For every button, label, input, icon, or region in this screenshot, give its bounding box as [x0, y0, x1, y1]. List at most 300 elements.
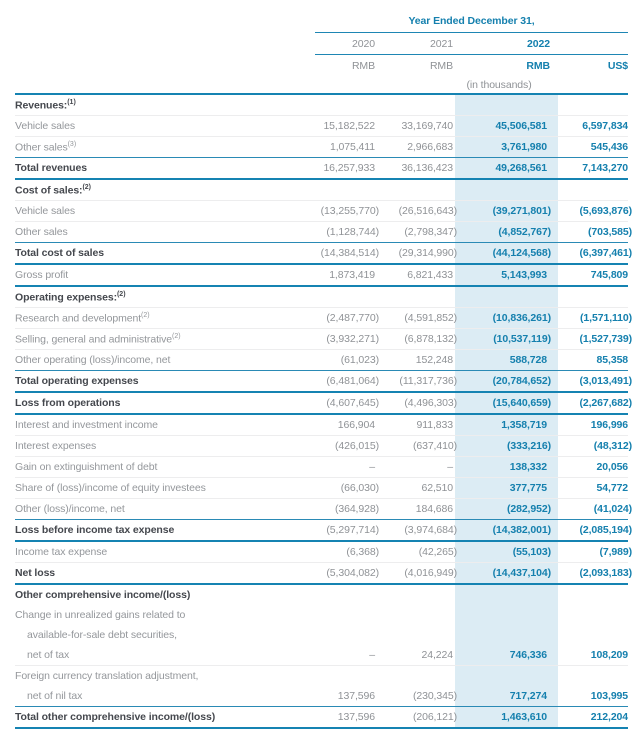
value-cell: [558, 116, 628, 137]
value-cell: [455, 584, 558, 605]
value: (4,016,949): [404, 567, 457, 579]
value-cell: [455, 264, 558, 286]
value-cell: [315, 666, 377, 687]
value-cell: [455, 158, 558, 180]
value-cell: [455, 116, 558, 137]
value: (703,585): [587, 226, 633, 238]
row-label-cell: [15, 222, 315, 243]
value: (3,974,684): [404, 524, 457, 536]
value-cell: [377, 645, 455, 666]
value: 15,182,522: [323, 120, 375, 132]
value: 85,358: [596, 354, 629, 366]
row-label-cell: [15, 392, 315, 414]
value-cell: [558, 201, 633, 222]
value: 196,996: [590, 419, 629, 431]
value-cell: [455, 436, 558, 457]
value: (41,024): [593, 503, 633, 515]
value-cell: [377, 264, 455, 286]
value-cell: [315, 605, 377, 625]
row-label: Operating expenses:: [15, 291, 117, 304]
table-row: [15, 116, 628, 137]
footnote-marker: (2): [82, 183, 92, 191]
row-label: Total other comprehensive income/(loss): [15, 711, 216, 723]
value-cell: [315, 329, 377, 350]
value: (5,304,082): [326, 567, 379, 579]
row-label: Loss before income tax expense: [15, 524, 175, 536]
value: 24,224: [421, 649, 453, 661]
value-cell: [558, 350, 628, 371]
value: 45,506,581: [495, 120, 547, 132]
value-cell: [377, 499, 455, 520]
value-cell: [377, 707, 455, 729]
table-row: [15, 94, 628, 116]
value-cell: [558, 436, 633, 457]
value-cell: [455, 308, 558, 329]
row-label: Gain on extinguishment of debt: [15, 461, 158, 473]
table-row: [15, 457, 628, 478]
row-label: Change in unrealized gains related to: [15, 609, 186, 621]
table-body: [15, 94, 633, 728]
spacer-cell: [15, 33, 315, 55]
value-cell: [558, 243, 633, 265]
value: 166,904: [337, 419, 375, 431]
row-label-cell: [15, 329, 315, 350]
value: 212,204: [590, 711, 629, 723]
value-cell: [315, 436, 377, 457]
value-cell: [315, 371, 377, 393]
row-label: Net loss: [15, 567, 56, 579]
table-row: [15, 520, 628, 542]
table-row: [15, 625, 628, 645]
value: 7,143,270: [582, 162, 629, 174]
value-cell: [455, 645, 558, 666]
value-cell: [315, 116, 377, 137]
value: (6,397,461): [579, 247, 633, 259]
value-cell: [455, 457, 558, 478]
row-label-cell: [15, 137, 315, 158]
value-cell: [558, 499, 633, 520]
row-label: Foreign currency translation adjustment,: [15, 670, 199, 682]
row-label-cell: [15, 264, 315, 286]
row-label-cell: [15, 541, 315, 563]
value-cell: [377, 222, 455, 243]
value-cell: [315, 625, 377, 645]
value: (14,437,104): [492, 567, 551, 579]
value-cell: [558, 563, 633, 585]
value-cell: [377, 308, 455, 329]
value: (10,836,261): [492, 312, 551, 324]
row-label-cell: [15, 94, 315, 116]
value: 36,136,423: [401, 162, 453, 174]
value-cell: [455, 222, 558, 243]
value: (637,410): [412, 440, 457, 452]
value: (1,527,739): [579, 333, 633, 345]
header-years-row: [15, 33, 628, 55]
value: (26,516,643): [398, 205, 457, 217]
row-label: Loss from operations: [15, 397, 121, 409]
value-cell: [455, 563, 558, 585]
table-row: [15, 414, 628, 436]
value: –: [369, 461, 375, 473]
row-label-cell: [15, 350, 315, 371]
value: 1,463,610: [501, 711, 547, 723]
row-label-cell: [15, 243, 315, 265]
value: (13,255,770): [320, 205, 379, 217]
value-cell: [455, 666, 558, 687]
value-cell: [377, 478, 455, 499]
value: (61,023): [340, 354, 379, 366]
value: (7,989): [599, 546, 633, 558]
value-cell: [558, 541, 633, 563]
row-label: Total revenues: [15, 162, 87, 174]
value: –: [369, 649, 375, 661]
year-2020-header: 2020: [315, 33, 377, 55]
value-cell: [455, 541, 558, 563]
value-cell: [455, 605, 558, 625]
value: (39,271,801): [492, 205, 551, 217]
value-cell: [455, 371, 558, 393]
table-row: [15, 392, 628, 414]
value: (1,571,110): [580, 312, 633, 324]
unit-note: (in thousands): [466, 78, 532, 91]
value: 1,075,411: [329, 141, 375, 153]
value-cell: [558, 478, 628, 499]
value: 152,248: [415, 354, 453, 366]
table-row: [15, 286, 628, 308]
row-label-cell: [15, 520, 315, 542]
value: 3,761,980: [501, 141, 547, 153]
value: (426,015): [334, 440, 379, 452]
table-row: [15, 584, 628, 605]
row-label: Other comprehensive income/(loss): [15, 589, 191, 601]
table-row: [15, 605, 628, 625]
row-label-cell: [15, 457, 315, 478]
table-row: [15, 243, 628, 265]
row-label: Vehicle sales: [15, 205, 75, 217]
value-cell: [377, 158, 455, 180]
value-cell: [377, 329, 455, 350]
value: 62,510: [421, 482, 453, 494]
row-label: Total operating expenses: [15, 375, 139, 387]
value-cell: [377, 94, 455, 116]
table-row: [15, 158, 628, 180]
row-label: Interest expenses: [15, 440, 97, 452]
value: 746,336: [509, 649, 547, 661]
table-row: [15, 264, 628, 286]
value-cell: [455, 499, 558, 520]
value-cell: [558, 286, 628, 308]
row-label: Research and development: [15, 312, 142, 325]
value-cell: [377, 625, 455, 645]
value: 588,728: [509, 354, 547, 366]
value: (2,093,183): [579, 567, 633, 579]
value-cell: [315, 94, 377, 116]
value-cell: [455, 392, 558, 414]
value-cell: [315, 499, 377, 520]
table-row: [15, 563, 628, 585]
value-cell: [558, 94, 628, 116]
value-cell: [377, 392, 455, 414]
value-cell: [558, 645, 628, 666]
value-cell: [315, 392, 377, 414]
value: (55,103): [512, 546, 551, 558]
value-cell: [315, 563, 377, 585]
row-label-cell: [15, 371, 315, 393]
table-row: [15, 541, 628, 563]
currency-usd-2022: US$: [607, 59, 629, 72]
year-2021-header: 2021: [377, 33, 455, 55]
value-cell: [377, 541, 455, 563]
value-cell: [377, 350, 455, 371]
value: (4,591,852): [404, 312, 457, 324]
value: 108,209: [590, 649, 629, 661]
value: (42,265): [418, 546, 457, 558]
value-cell: [455, 137, 558, 158]
year-2022-header: 2022: [455, 33, 558, 55]
value: (14,384,514): [320, 247, 379, 259]
table-row: [15, 371, 628, 393]
value-cell: [315, 645, 377, 666]
value-cell: [315, 201, 377, 222]
value-cell: [315, 584, 377, 605]
row-label: Income tax expense: [15, 546, 108, 558]
value-cell: [315, 541, 377, 563]
value-cell: [455, 414, 558, 436]
value: (4,496,303): [404, 397, 457, 409]
row-label-cell: [15, 478, 315, 499]
value: 745,809: [590, 269, 629, 281]
value: (4,852,767): [498, 226, 551, 238]
value-cell: [315, 243, 377, 265]
value-cell: [377, 179, 455, 201]
row-label-cell: [15, 158, 315, 180]
value-cell: [558, 392, 633, 414]
spacer-cell: [15, 10, 315, 33]
value: (48,312): [593, 440, 633, 452]
value-cell: [315, 158, 377, 180]
value-cell: [558, 137, 628, 158]
value: 911,833: [416, 419, 453, 431]
row-label-cell: [15, 414, 315, 436]
table-row: [15, 645, 628, 666]
value: (2,798,347): [404, 226, 457, 238]
value: (4,607,645): [326, 397, 379, 409]
value-cell: [315, 308, 377, 329]
value: 1,873,419: [329, 269, 375, 281]
value: (10,537,119): [493, 333, 551, 345]
value-cell: [315, 264, 377, 286]
footnote-marker: (3): [67, 140, 77, 148]
row-label: Other sales: [15, 141, 68, 154]
value-cell: [377, 686, 455, 707]
value-cell: [377, 436, 455, 457]
value-cell: [558, 520, 633, 542]
value-cell: [315, 137, 377, 158]
value: (29,314,990): [398, 247, 457, 259]
footnote-marker: (1): [67, 98, 76, 106]
row-label: Other operating (loss)/income, net: [15, 354, 171, 366]
row-label-cell: [15, 625, 315, 645]
unit-note-row: [15, 76, 628, 94]
value-cell: [455, 686, 558, 707]
value: (3,013,491): [579, 375, 633, 387]
value: (282,952): [506, 503, 551, 515]
value: 5,143,993: [501, 269, 547, 281]
income-statement-table: [15, 10, 633, 729]
row-label-cell: [15, 179, 315, 201]
value-cell: [558, 625, 628, 645]
spacer-cell: [15, 76, 315, 94]
value: (66,030): [340, 482, 379, 494]
value: 6,597,834: [582, 120, 629, 132]
value: 2,966,683: [407, 141, 453, 153]
table-row: [15, 686, 628, 707]
row-label: Interest and investment income: [15, 419, 158, 431]
currency-rmb-2020: RMB: [351, 59, 375, 72]
row-label-cell: [15, 605, 315, 625]
value: 184,686: [415, 503, 453, 515]
value: 717,274: [509, 690, 547, 702]
value-cell: [377, 371, 455, 393]
row-label: net of tax: [27, 649, 70, 661]
value-cell: [377, 457, 455, 478]
value-cell: [558, 158, 628, 180]
value-cell: [455, 350, 558, 371]
value-cell: [455, 625, 558, 645]
value-cell: [558, 605, 628, 625]
value-cell: [315, 457, 377, 478]
value-cell: [455, 201, 558, 222]
value-cell: [455, 329, 558, 350]
row-label-cell: [15, 707, 315, 729]
value-cell: [377, 563, 455, 585]
row-label-cell: [15, 201, 315, 222]
value: 138,332: [509, 461, 547, 473]
row-label: Vehicle sales: [15, 120, 75, 132]
row-label: Cost of sales:: [15, 184, 83, 197]
value: 33,169,740: [401, 120, 453, 132]
row-label: Gross profit: [15, 269, 69, 281]
footnote-marker: (2): [116, 290, 126, 298]
currency-rmb-2022: RMB: [526, 59, 550, 72]
value: –: [447, 461, 453, 473]
value: (5,297,714): [326, 524, 379, 536]
value: 103,995: [590, 690, 629, 702]
table-row: [15, 329, 628, 350]
value-cell: [558, 457, 628, 478]
value: (44,124,568): [492, 247, 551, 259]
table-row: [15, 222, 628, 243]
value-cell: [315, 478, 377, 499]
value: (2,085,194): [579, 524, 633, 536]
value: (11,317,736): [399, 375, 457, 387]
row-label: Selling, general and administrative: [15, 333, 173, 346]
row-label-cell: [15, 584, 315, 605]
value: (15,640,659): [492, 397, 551, 409]
value-cell: [558, 179, 628, 201]
value: 54,772: [596, 482, 629, 494]
value: (364,928): [334, 503, 379, 515]
row-label-cell: [15, 286, 315, 308]
header-title-row: [15, 10, 628, 33]
table-row: [15, 201, 628, 222]
value: (6,481,064): [326, 375, 379, 387]
row-label: net of nil tax: [27, 690, 83, 702]
row-label-cell: [15, 563, 315, 585]
value-cell: [315, 686, 377, 707]
value-cell: [455, 478, 558, 499]
table-row: [15, 308, 628, 329]
table-row: [15, 666, 628, 687]
spacer-cell: [15, 55, 315, 77]
value-cell: [377, 666, 455, 687]
value-cell: [315, 286, 377, 308]
value-cell: [377, 286, 455, 308]
value-cell: [558, 308, 633, 329]
value-cell: [455, 707, 558, 729]
value-cell: [455, 243, 558, 265]
row-label-cell: [15, 436, 315, 457]
value: (6,878,132): [404, 333, 457, 345]
table-header: [15, 10, 628, 94]
value-cell: [315, 222, 377, 243]
value: 545,436: [590, 141, 629, 153]
value-cell: [315, 414, 377, 436]
value-cell: [558, 414, 628, 436]
row-label-cell: [15, 499, 315, 520]
table-row: [15, 350, 628, 371]
table-row: [15, 179, 628, 201]
value-cell: [377, 243, 455, 265]
footnote-marker: (2): [172, 332, 181, 340]
value-cell: [558, 584, 628, 605]
value-cell: [455, 179, 558, 201]
value: 377,775: [509, 482, 547, 494]
row-label-cell: [15, 116, 315, 137]
value: 6,821,433: [407, 269, 453, 281]
row-label: Other (loss)/income, net: [15, 503, 125, 515]
value: (3,932,271): [326, 333, 379, 345]
value-cell: [377, 520, 455, 542]
value-cell: [377, 584, 455, 605]
row-label: Other sales: [15, 226, 68, 238]
value: 137,596: [337, 711, 375, 723]
row-label: Revenues:: [15, 99, 68, 112]
value-cell: [455, 286, 558, 308]
row-label-cell: [15, 666, 315, 687]
value: (2,267,682): [579, 397, 633, 409]
value-cell: [315, 179, 377, 201]
value: (333,216): [506, 440, 551, 452]
value: 1,358,719: [501, 419, 547, 431]
value: (20,784,652): [492, 375, 551, 387]
table-row: [15, 436, 628, 457]
value-cell: [558, 329, 633, 350]
value-cell: [377, 414, 455, 436]
value: (1,128,744): [326, 226, 379, 238]
value: (6,368): [346, 546, 379, 558]
spacer-cell: [558, 33, 628, 55]
period-title: Year Ended December 31,: [315, 10, 628, 33]
row-label-cell: [15, 308, 315, 329]
value: (206,121): [412, 711, 457, 723]
value: 137,596: [337, 690, 375, 702]
currency-rmb-2021: RMB: [429, 59, 453, 72]
value-cell: [377, 137, 455, 158]
table-row: [15, 707, 628, 729]
table-row: [15, 478, 628, 499]
value-cell: [558, 666, 628, 687]
